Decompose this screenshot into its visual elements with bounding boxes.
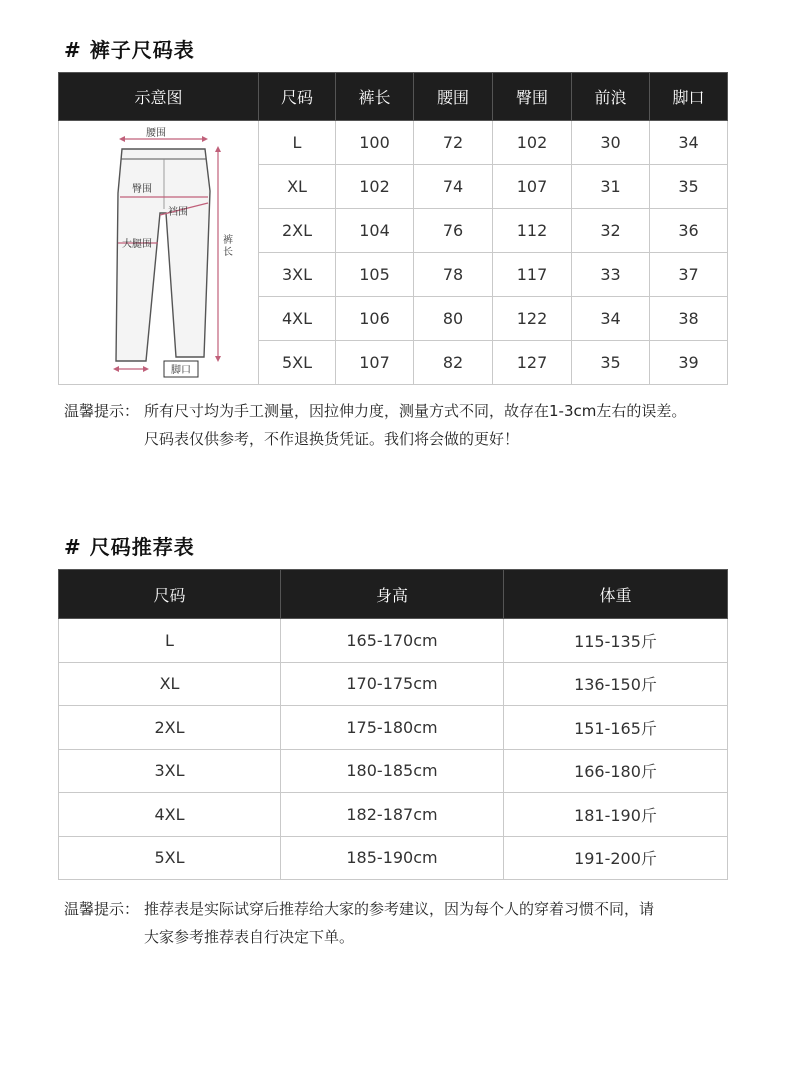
thigh-label: 大腿围 — [121, 239, 152, 250]
table-row — [59, 793, 728, 837]
cell-size: 5XL — [59, 836, 281, 880]
cell-size: L — [59, 619, 281, 663]
cell-hem: 37 — [650, 253, 728, 297]
header-waist: 腰围 — [414, 73, 493, 121]
table-row — [59, 662, 728, 706]
cell-size: 4XL — [259, 297, 336, 341]
cell-length: 102 — [336, 165, 414, 209]
cell-weight: 181-190斤 — [504, 793, 728, 837]
cell-waist: 72 — [414, 121, 493, 165]
cell-weight: 136-150斤 — [504, 662, 728, 706]
table-row — [59, 836, 728, 880]
hem-label: 脚口 — [170, 365, 191, 376]
cell-hip: 102 — [493, 121, 572, 165]
cell-height: 175-180cm — [281, 706, 504, 750]
table-row — [59, 121, 728, 165]
header-diagram: 示意图 — [59, 73, 259, 121]
cell-size: 3XL — [259, 253, 336, 297]
cell-size: 2XL — [259, 209, 336, 253]
cell-front-rise: 35 — [572, 341, 650, 385]
cell-waist: 78 — [414, 253, 493, 297]
recommend-chart-title: # 尺码推荐表 — [64, 535, 195, 559]
header-hem: 脚口 — [650, 73, 728, 121]
header-height: 身高 — [281, 570, 504, 619]
cell-height: 180-185cm — [281, 749, 504, 793]
waist-label: 腰围 — [145, 128, 166, 139]
cell-length: 106 — [336, 297, 414, 341]
cell-size: 2XL — [59, 706, 281, 750]
size-chart-table — [58, 72, 728, 385]
recommend-header-row — [59, 570, 728, 619]
table-row — [59, 749, 728, 793]
header-length: 裤长 — [336, 73, 414, 121]
header-size: 尺码 — [59, 570, 281, 619]
cell-hip: 112 — [493, 209, 572, 253]
note-line-1: 所有尺寸均为手工测量，因拉伸力度，测量方式不同，故存在1-3cm左右的误差。 — [144, 402, 687, 420]
cell-height: 170-175cm — [281, 662, 504, 706]
cell-front-rise: 32 — [572, 209, 650, 253]
cell-hip: 117 — [493, 253, 572, 297]
cell-hem: 34 — [650, 121, 728, 165]
note-label: 温馨提示： — [64, 402, 140, 420]
recommend-chart-note — [64, 895, 654, 951]
cell-hem: 39 — [650, 341, 728, 385]
table-row — [59, 619, 728, 663]
cell-length: 104 — [336, 209, 414, 253]
cell-size: L — [259, 121, 336, 165]
cell-length: 107 — [336, 341, 414, 385]
pants-diagram — [60, 121, 258, 380]
size-chart-title: # 裤子尺码表 — [64, 38, 195, 62]
cell-size: 3XL — [59, 749, 281, 793]
cell-size: XL — [259, 165, 336, 209]
note-line-1: 推荐表是实际试穿后推荐给大家的参考建议，因为每个人的穿着习惯不同，请 — [144, 900, 655, 918]
cell-front-rise: 34 — [572, 297, 650, 341]
cell-height: 185-190cm — [281, 836, 504, 880]
cell-hip: 122 — [493, 297, 572, 341]
note-line-2: 大家参考推荐表自行决定下单。 — [144, 928, 355, 946]
cell-hem: 36 — [650, 209, 728, 253]
cell-weight: 115-135斤 — [504, 619, 728, 663]
length-label: 裤长 — [222, 235, 233, 258]
hip-label: 臀围 — [131, 184, 152, 195]
cell-front-rise: 33 — [572, 253, 650, 297]
header-front-rise: 前浪 — [572, 73, 650, 121]
cell-height: 182-187cm — [281, 793, 504, 837]
cell-waist: 80 — [414, 297, 493, 341]
recommend-chart-table — [58, 569, 728, 880]
note-label: 温馨提示： — [64, 900, 140, 918]
cell-front-rise: 31 — [572, 165, 650, 209]
size-chart-note — [64, 397, 686, 453]
cell-weight: 166-180斤 — [504, 749, 728, 793]
cell-waist: 74 — [414, 165, 493, 209]
cell-hem: 38 — [650, 297, 728, 341]
cell-hip: 127 — [493, 341, 572, 385]
cell-hip: 107 — [493, 165, 572, 209]
cell-weight: 191-200斤 — [504, 836, 728, 880]
crotch-label: 裆围 — [167, 207, 188, 218]
cell-height: 165-170cm — [281, 619, 504, 663]
table-row — [59, 706, 728, 750]
cell-waist: 82 — [414, 341, 493, 385]
size-chart-header-row — [59, 73, 728, 121]
header-weight: 体重 — [504, 570, 728, 619]
pants-diagram-cell — [59, 121, 259, 385]
note-line-2: 尺码表仅供参考，不作退换货凭证。我们将会做的更好！ — [144, 430, 520, 448]
header-size: 尺码 — [259, 73, 336, 121]
cell-front-rise: 30 — [572, 121, 650, 165]
cell-size: XL — [59, 662, 281, 706]
pants-outline — [116, 149, 210, 361]
cell-hem: 35 — [650, 165, 728, 209]
cell-waist: 76 — [414, 209, 493, 253]
header-hip: 臀围 — [493, 73, 572, 121]
cell-size: 5XL — [259, 341, 336, 385]
cell-length: 105 — [336, 253, 414, 297]
cell-length: 100 — [336, 121, 414, 165]
cell-size: 4XL — [59, 793, 281, 837]
cell-weight: 151-165斤 — [504, 706, 728, 750]
